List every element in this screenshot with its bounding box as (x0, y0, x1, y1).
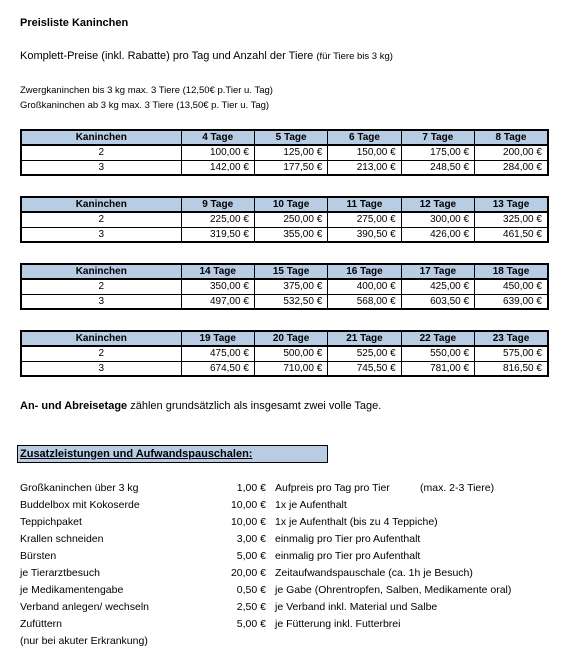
price-cell: 275,00 € (328, 212, 401, 227)
column-header-kaninchen: Kaninchen (21, 264, 181, 279)
extra-price: 0,50 € (236, 584, 266, 596)
extra-price: 5,00 € (236, 618, 266, 630)
table-row (21, 212, 548, 227)
extra-price: 10,00 € (230, 499, 266, 511)
price-cell: 400,00 € (328, 279, 401, 294)
extra-price: 1,00 € (236, 482, 266, 494)
price-cell: 319,50 € (181, 227, 254, 242)
price-cell: 500,00 € (254, 346, 327, 361)
price-cell: 390,50 € (328, 227, 401, 242)
extra-description: 1x je Aufenthalt (275, 499, 347, 511)
animal-count-cell: 2 (21, 212, 181, 227)
extras-title: Zusatzleistungen und Aufwandspauschalen: (20, 448, 253, 460)
price-cell: 213,00 € (328, 160, 401, 175)
price-cell: 426,00 € (401, 227, 474, 242)
column-header-days: 6 Tage (328, 130, 401, 145)
price-cell: 674,50 € (181, 361, 254, 376)
column-header-days: 13 Tage (475, 197, 548, 212)
price-cell: 284,00 € (475, 160, 548, 175)
price-cell: 200,00 € (475, 145, 548, 160)
table-header-row (21, 264, 548, 279)
column-header-days: 22 Tage (401, 331, 474, 346)
price-cell: 568,00 € (328, 294, 401, 309)
column-header-days: 8 Tage (475, 130, 548, 145)
price-table (20, 196, 549, 243)
column-header-days: 9 Tage (181, 197, 254, 212)
extras-header (17, 445, 328, 463)
price-cell: 450,00 € (475, 279, 548, 294)
price-table (20, 129, 549, 176)
extras-row (20, 516, 560, 532)
price-cell: 325,00 € (475, 212, 548, 227)
column-header-days: 16 Tage (328, 264, 401, 279)
table-row (21, 294, 548, 309)
extra-description: Zeitaufwandspauschale (ca. 1h je Besuch) (275, 567, 473, 579)
column-header-days: 5 Tage (254, 130, 327, 145)
subtitle-text: Komplett-Preise (inkl. Rabatte) pro Tag und Anzahl der Tiere (20, 50, 314, 62)
animal-count-cell: 3 (21, 361, 181, 376)
price-cell: 425,00 € (401, 279, 474, 294)
price-cell: 603,50 € (401, 294, 474, 309)
price-cell: 575,00 € (475, 346, 548, 361)
extra-name: Buddelbox mit Kokoserde (20, 499, 140, 511)
animal-count-cell: 3 (21, 160, 181, 175)
extra-name: (nur bei akuter Erkrankung) (20, 635, 148, 647)
price-cell: 710,00 € (254, 361, 327, 376)
animal-count-cell: 2 (21, 346, 181, 361)
price-table (20, 263, 549, 310)
price-cell: 248,50 € (401, 160, 474, 175)
extra-description: einmalig pro Tier pro Aufenthalt (275, 550, 421, 562)
extra-price: 5,00 € (236, 550, 266, 562)
extras-row (20, 550, 560, 566)
extras-row (20, 482, 560, 498)
page-title: Preisliste Kaninchen (20, 17, 129, 29)
price-cell: 525,00 € (328, 346, 401, 361)
column-header-days: 18 Tage (475, 264, 548, 279)
extras-row (20, 499, 560, 515)
extra-note: (max. 2-3 Tiere) (420, 482, 495, 494)
extras-row (20, 584, 560, 600)
extra-name: Teppichpaket (20, 516, 82, 528)
extra-price: 2,50 € (236, 601, 266, 613)
price-cell: 781,00 € (401, 361, 474, 376)
extra-name: je Tierarztbesuch (20, 567, 100, 579)
extra-price: 3,00 € (236, 533, 266, 545)
table-row (21, 361, 548, 376)
extras-row (20, 533, 560, 549)
animal-count-cell: 2 (21, 145, 181, 160)
price-cell: 250,00 € (254, 212, 327, 227)
extras-row (20, 567, 560, 583)
extra-description: je Gabe (Ohrentropfen, Salben, Medikamente oral) (275, 584, 512, 596)
extra-description: 1x je Aufenthalt (bis zu 4 Teppiche) (275, 516, 438, 528)
column-header-days: 10 Tage (254, 197, 327, 212)
page-subtitle (20, 50, 393, 62)
animal-count-cell: 2 (21, 279, 181, 294)
price-cell: 177,50 € (254, 160, 327, 175)
price-cell: 461,50 € (475, 227, 548, 242)
table-row (21, 346, 548, 361)
table-header-row (21, 331, 548, 346)
price-cell: 350,00 € (181, 279, 254, 294)
extra-name: Zufüttern (20, 618, 63, 630)
column-header-days: 19 Tage (181, 331, 254, 346)
price-cell: 745,50 € (328, 361, 401, 376)
price-cell: 125,00 € (254, 145, 327, 160)
column-header-days: 14 Tage (181, 264, 254, 279)
extra-description: je Verband inkl. Material und Salbe (275, 601, 438, 613)
extras-row (20, 618, 560, 634)
column-header-days: 15 Tage (254, 264, 327, 279)
extra-description: Aufpreis pro Tag pro Tier (275, 482, 390, 494)
column-header-kaninchen: Kaninchen (21, 130, 181, 145)
arrival-note (20, 400, 381, 412)
extras-row (20, 601, 560, 617)
animal-count-cell: 3 (21, 294, 181, 309)
note-grosskaninchen: Großkaninchen ab 3 kg max. 3 Tiere (13,50€ p. Tier u. Tag) (20, 100, 270, 111)
extra-name: Krallen schneiden (20, 533, 104, 545)
column-header-days: 20 Tage (254, 331, 327, 346)
price-cell: 816,50 € (475, 361, 548, 376)
price-cell: 100,00 € (181, 145, 254, 160)
column-header-days: 21 Tage (328, 331, 401, 346)
price-cell: 175,00 € (401, 145, 474, 160)
column-header-kaninchen: Kaninchen (21, 331, 181, 346)
price-table (20, 330, 549, 377)
extra-name: Verband anlegen/ wechseln (20, 601, 150, 613)
column-header-days: 23 Tage (475, 331, 548, 346)
price-cell: 497,00 € (181, 294, 254, 309)
subtitle-note: (für Tiere bis 3 kg) (316, 51, 393, 62)
price-cell: 639,00 € (475, 294, 548, 309)
table-row (21, 145, 548, 160)
price-cell: 225,00 € (181, 212, 254, 227)
column-header-days: 7 Tage (401, 130, 474, 145)
extra-price: 20,00 € (230, 567, 266, 579)
table-row (21, 227, 548, 242)
table-row (21, 279, 548, 294)
price-cell: 142,00 € (181, 160, 254, 175)
arrival-note-text: zählen grundsätzlich als insgesamt zwei volle Tage. (127, 400, 382, 412)
price-cell: 475,00 € (181, 346, 254, 361)
arrival-note-bold: An- und Abreisetage (20, 400, 128, 412)
extra-description: je Fütterung inkl. Futterbrei (275, 618, 401, 630)
extra-description: einmalig pro Tier pro Aufenthalt (275, 533, 421, 545)
price-cell: 532,50 € (254, 294, 327, 309)
extra-name: je Medikamentengabe (20, 584, 124, 596)
price-cell: 375,00 € (254, 279, 327, 294)
extra-price: 10,00 € (230, 516, 266, 528)
table-header-row (21, 130, 548, 145)
column-header-days: 4 Tage (181, 130, 254, 145)
price-cell: 355,00 € (254, 227, 327, 242)
extra-name: Großkaninchen über 3 kg (20, 482, 139, 494)
table-header-row (21, 197, 548, 212)
column-header-days: 12 Tage (401, 197, 474, 212)
column-header-days: 11 Tage (328, 197, 401, 212)
note-zwergkaninchen: Zwergkaninchen bis 3 kg max. 3 Tiere (12,50€ p.Tier u. Tag) (20, 85, 273, 96)
extras-row (20, 635, 560, 651)
table-row (21, 160, 548, 175)
extra-name: Bürsten (20, 550, 57, 562)
price-cell: 550,00 € (401, 346, 474, 361)
price-cell: 300,00 € (401, 212, 474, 227)
price-cell: 150,00 € (328, 145, 401, 160)
column-header-days: 17 Tage (401, 264, 474, 279)
animal-count-cell: 3 (21, 227, 181, 242)
column-header-kaninchen: Kaninchen (21, 197, 181, 212)
